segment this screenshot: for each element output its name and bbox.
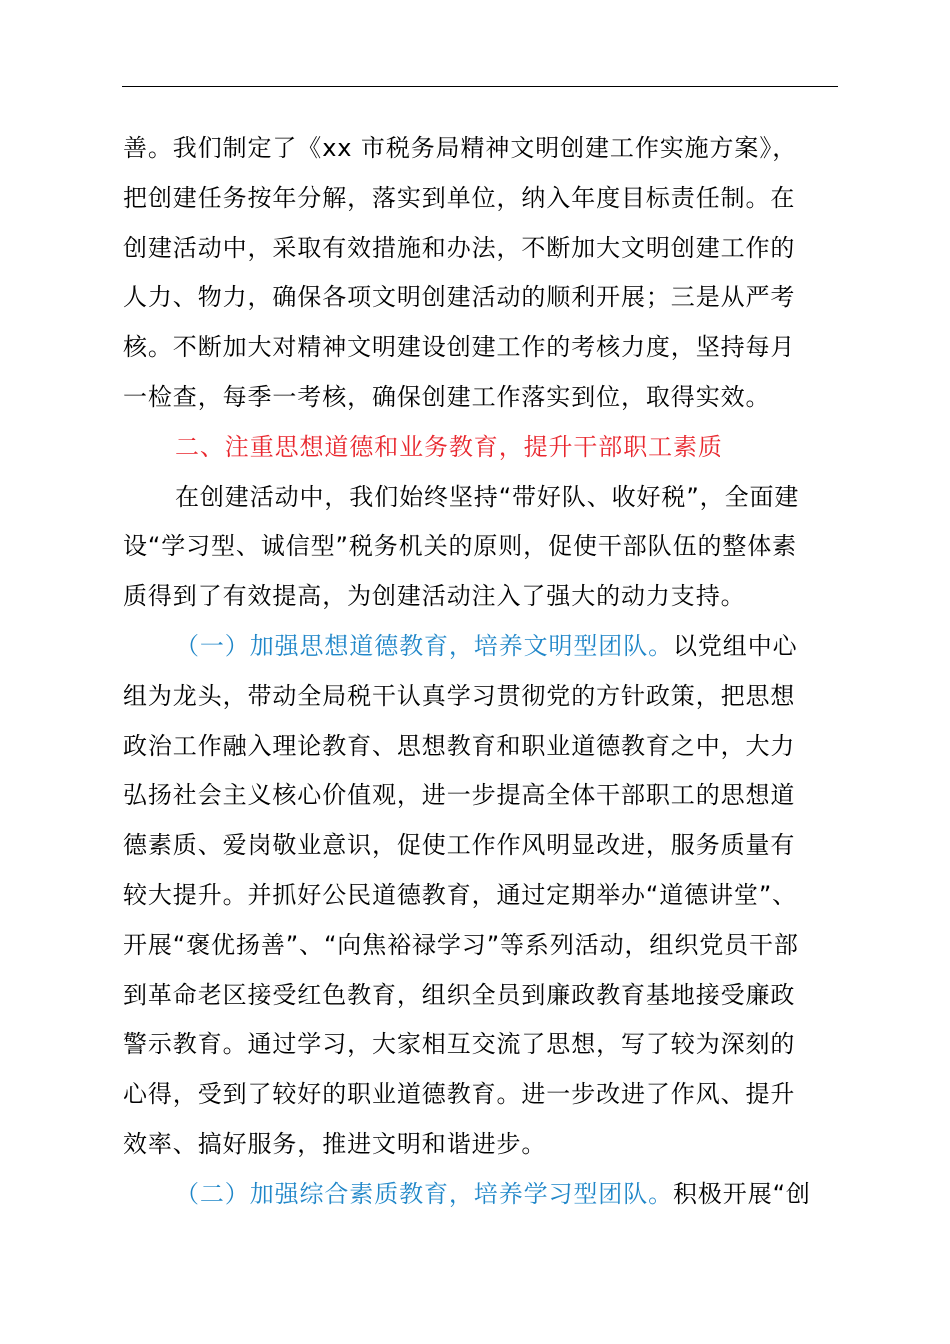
text-line: [123, 423, 839, 473]
text-line: [123, 323, 839, 373]
body-text-segment: 以党组中心: [673, 631, 798, 660]
text-line: [123, 971, 839, 1021]
text-line: [123, 473, 839, 523]
body-text-segment: 创建活动中，采取有效措施和办法，不断加大文明创建工作的: [123, 233, 796, 262]
text-line: [123, 871, 839, 921]
section-heading: 二、注重思想道德和业务教育，提升干部职工素质: [175, 432, 723, 461]
text-line: [123, 522, 839, 572]
body-text-segment: 积极开展“创: [673, 1179, 811, 1208]
body-text-segment: 心得，受到了较好的职业道德教育。进一步改进了作风、提升: [123, 1080, 796, 1109]
text-line: [123, 373, 839, 423]
document-body: [123, 124, 839, 1220]
body-text-segment: 质得到了有效提高，为创建活动注入了强大的动力支持。: [123, 582, 746, 611]
body-text-segment: 在创建活动中，我们始终坚持“带好队、收好税”，全面建: [175, 482, 800, 511]
body-text-segment: 效率、搞好服务，推进文明和谐进步。: [123, 1129, 547, 1158]
body-text-segment: 德素质、爱岗敬业意识，促使工作作风明显改进，服务质量有: [123, 831, 796, 860]
header-rule: [122, 86, 838, 87]
text-line: [123, 1170, 839, 1220]
text-line: [123, 572, 839, 622]
body-text-segment: 组为龙头，带动全局税干认真学习贯彻党的方针政策，把思想: [123, 681, 796, 710]
text-line: [123, 1120, 839, 1170]
text-line: [123, 672, 839, 722]
body-text-segment: 政治工作融入理论教育、思想教育和职业道德教育之中，大力: [123, 731, 796, 760]
body-text-segment: 警示教育。通过学习，大家相互交流了思想，写了较为深刻的: [123, 1030, 796, 1059]
body-text-segment: 到革命老区接受红色教育，组织全员到廉政教育基地接受廉政: [123, 980, 796, 1009]
subsection-heading: （二）加强综合素质教育，培养学习型团队。: [175, 1179, 673, 1208]
text-line: [123, 273, 839, 323]
body-text-segment: 核。不断加大对精神文明建设创建工作的考核力度，坚持每月: [123, 333, 796, 362]
subsection-heading: （一）加强思想道德教育，培养文明型团队。: [175, 631, 673, 660]
text-line: [123, 821, 839, 871]
body-text-segment: 善。我们制定了《xx 市税务局精神文明创建工作实施方案》，: [123, 134, 798, 162]
text-line: [123, 722, 839, 772]
text-line: [123, 1020, 839, 1070]
text-line: [123, 224, 839, 274]
body-text-segment: 设“学习型、诚信型”税务机关的原则，促使干部队伍的整体素: [123, 532, 798, 561]
text-line: [123, 771, 839, 821]
body-text-segment: 弘扬社会主义核心价值观，进一步提高全体干部职工的思想道: [123, 781, 796, 810]
text-line: [123, 622, 839, 672]
body-text-segment: 一检查，每季一考核，确保创建工作落实到位，取得实效。: [123, 382, 771, 411]
body-text-segment: 较大提升。并抓好公民道德教育，通过定期举办“道德讲堂”、: [123, 880, 798, 909]
text-line: [123, 174, 839, 224]
body-text-segment: 开展“褒优扬善”、“向焦裕禄学习”等系列活动，组织党员干部: [123, 930, 799, 959]
body-text-segment: 人力、物力，确保各项文明创建活动的顺利开展；三是从严考: [123, 283, 796, 312]
text-line: [123, 124, 839, 174]
text-line: [123, 1070, 839, 1120]
text-line: [123, 921, 839, 971]
body-text-segment: 把创建任务按年分解，落实到单位，纳入年度目标责任制。在: [123, 183, 796, 212]
